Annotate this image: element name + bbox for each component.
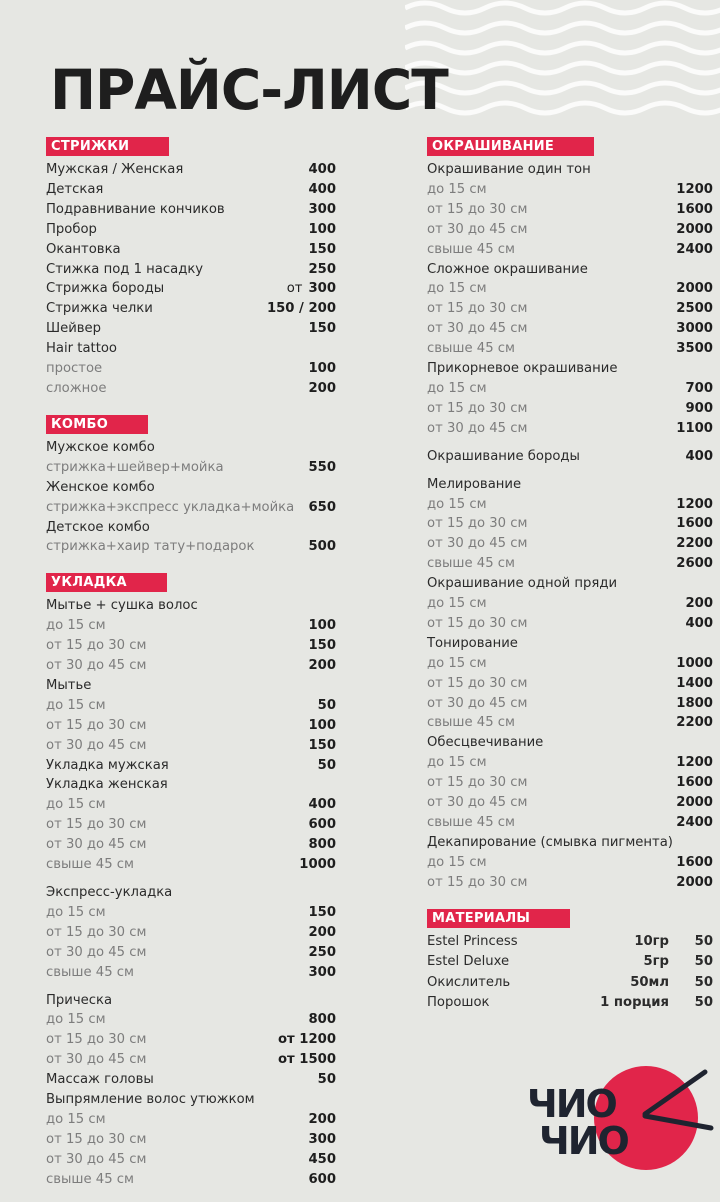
price-row bbox=[46, 716, 336, 736]
logo-line-1: ЧИО bbox=[527, 1082, 616, 1126]
option-name: от 30 до 45 см bbox=[46, 658, 147, 674]
price-row bbox=[427, 594, 713, 614]
option-name: свыше 45 см bbox=[427, 341, 515, 357]
group-heading: Декапирование (смывка пигмента) bbox=[427, 834, 673, 850]
material-qty: 10гр bbox=[634, 933, 669, 949]
group-heading: Тонирование bbox=[427, 635, 518, 651]
service-price: 150 bbox=[308, 241, 336, 257]
service-price bbox=[287, 279, 336, 299]
option-name: от 15 до 30 см bbox=[46, 1131, 147, 1147]
group-heading: Прикорневое окрашивание bbox=[427, 361, 618, 377]
price-row bbox=[427, 753, 713, 773]
material-price: 50 bbox=[694, 933, 713, 949]
option-price: 200 bbox=[308, 1111, 336, 1127]
option-name: от 30 до 45 см bbox=[427, 321, 528, 337]
combo-desc: стрижка+экспресс укладка+мойка bbox=[46, 499, 295, 515]
option-price: 150 bbox=[308, 737, 336, 753]
service-price: 100 bbox=[308, 221, 336, 237]
price-row bbox=[46, 963, 336, 983]
group-heading: Мытье bbox=[46, 677, 92, 693]
combo-name: Женское комбо bbox=[46, 479, 155, 495]
section-tag-materialy: МАТЕРИАЛЫ bbox=[427, 909, 570, 928]
section-tag-okrashivanie: ОКРАШИВАНИЕ bbox=[427, 137, 594, 156]
option-price: от 1500 bbox=[278, 1052, 336, 1068]
option-name: от 30 до 45 см bbox=[46, 1151, 147, 1167]
option-price: 2200 bbox=[676, 536, 713, 552]
service-price: 300 bbox=[308, 201, 336, 217]
option-price: 250 bbox=[308, 944, 336, 960]
option-name: сложное bbox=[46, 380, 107, 396]
option-price: 100 bbox=[308, 618, 336, 634]
section-tag-kombo: КОМБО bbox=[46, 415, 148, 434]
price-row bbox=[46, 180, 336, 200]
price-row bbox=[427, 495, 713, 515]
wave-pattern bbox=[405, 0, 720, 120]
service-price: 400 bbox=[308, 181, 336, 197]
option-name: до 15 см bbox=[46, 904, 106, 920]
option-name: свыше 45 см bbox=[427, 241, 515, 257]
option-name: от 15 до 30 см bbox=[427, 874, 528, 890]
option-name: от 30 до 45 см bbox=[427, 795, 528, 811]
option-price: 1600 bbox=[676, 516, 713, 532]
option-price: 1100 bbox=[676, 420, 713, 436]
price-row bbox=[427, 674, 713, 694]
service-name: Шейвер bbox=[46, 321, 102, 337]
option-name: от 30 до 45 см bbox=[46, 1052, 147, 1068]
price-row bbox=[46, 498, 336, 518]
service-price: 150 bbox=[308, 321, 336, 337]
combo-price: 650 bbox=[308, 499, 336, 515]
service-name: Стрижка челки bbox=[46, 301, 153, 317]
price-row bbox=[46, 537, 336, 557]
option-name: свыше 45 см bbox=[427, 715, 515, 731]
service-name: Стижка под 1 насадку bbox=[46, 261, 204, 277]
price-row bbox=[427, 299, 713, 319]
price-row bbox=[46, 1070, 336, 1090]
option-price: 2500 bbox=[676, 301, 713, 317]
group-heading: Выпрямление волос утюжком bbox=[46, 1092, 255, 1108]
service-name: Подравнивание кончиков bbox=[46, 201, 225, 217]
page-title: ПРАЙС-ЛИСТ bbox=[50, 58, 448, 122]
option-name: до 15 см bbox=[427, 655, 487, 671]
price-row bbox=[46, 756, 336, 776]
option-price: 1600 bbox=[676, 201, 713, 217]
option-name: до 15 см bbox=[46, 618, 106, 634]
price-row bbox=[46, 260, 336, 280]
option-name: от 15 до 30 см bbox=[46, 1032, 147, 1048]
option-price: 100 bbox=[308, 361, 336, 377]
option-name: свыше 45 см bbox=[427, 556, 515, 572]
option-name: до 15 см bbox=[46, 1012, 106, 1028]
price-row bbox=[46, 359, 336, 379]
material-qty: 50мл bbox=[630, 974, 669, 990]
section-tag-strizhki: СТРИЖКИ bbox=[46, 137, 169, 156]
price-row bbox=[46, 903, 336, 923]
option-price: 400 bbox=[685, 615, 713, 631]
section-tag-ukladka: УКЛАДКА bbox=[46, 573, 167, 592]
option-price: 2000 bbox=[676, 281, 713, 297]
option-price: 300 bbox=[308, 1131, 336, 1147]
price-row bbox=[427, 399, 713, 419]
option-price: 50 bbox=[317, 697, 336, 713]
option-price: 600 bbox=[308, 1171, 336, 1187]
price-row bbox=[427, 379, 713, 399]
material-name: Estel Princess bbox=[427, 933, 518, 949]
option-name: до 15 см bbox=[427, 380, 487, 396]
option-price: 1000 bbox=[676, 655, 713, 671]
material-qty: 1 порция bbox=[600, 995, 669, 1011]
option-price: 150 bbox=[308, 904, 336, 920]
option-name: от 15 до 30 см bbox=[427, 675, 528, 691]
service-name: Окрашивание бороды bbox=[427, 448, 580, 464]
service-name: Детская bbox=[46, 181, 104, 197]
option-name: от 15 до 30 см bbox=[427, 201, 528, 217]
price-row bbox=[427, 514, 713, 534]
option-name: от 15 до 30 см bbox=[427, 301, 528, 317]
price-prefix: от bbox=[286, 281, 303, 297]
price-row bbox=[46, 279, 336, 299]
price-row bbox=[46, 458, 336, 478]
option-price: 1400 bbox=[676, 675, 713, 691]
price-row bbox=[46, 200, 336, 220]
price-value: 300 bbox=[308, 281, 336, 297]
material-name: Окислитель bbox=[427, 974, 511, 990]
price-row bbox=[46, 1010, 336, 1030]
option-name: от 15 до 30 см bbox=[427, 400, 528, 416]
option-name: до 15 см bbox=[46, 697, 106, 713]
option-price: 100 bbox=[308, 717, 336, 733]
option-name: до 15 см bbox=[427, 496, 487, 512]
price-row bbox=[46, 656, 336, 676]
group-heading: Hair tattoo bbox=[46, 341, 118, 357]
price-row bbox=[46, 696, 336, 716]
option-name: свыше 45 см bbox=[46, 857, 134, 873]
option-name: от 30 до 45 см bbox=[46, 837, 147, 853]
material-name: Порошок bbox=[427, 995, 490, 1011]
option-price: 600 bbox=[308, 817, 336, 833]
material-price: 50 bbox=[694, 974, 713, 990]
right-column bbox=[427, 135, 713, 1014]
option-price: 1000 bbox=[299, 857, 336, 873]
option-name: до 15 см bbox=[427, 755, 487, 771]
price-row bbox=[46, 1170, 336, 1190]
service-name: Окантовка bbox=[46, 241, 121, 257]
price-row bbox=[46, 636, 336, 656]
option-name: свыше 45 см bbox=[46, 964, 134, 980]
material-row bbox=[427, 993, 713, 1014]
option-price: 200 bbox=[308, 658, 336, 674]
price-row bbox=[46, 815, 336, 835]
material-row bbox=[427, 932, 713, 953]
combo-name: Мужское комбо bbox=[46, 439, 155, 455]
option-name: от 15 до 30 см bbox=[46, 717, 147, 733]
price-row bbox=[427, 793, 713, 813]
option-name: свыше 45 см bbox=[427, 815, 515, 830]
option-price: 450 bbox=[308, 1151, 336, 1167]
option-name: от 30 до 45 см bbox=[427, 221, 528, 237]
combo-price: 550 bbox=[308, 459, 336, 475]
option-name: от 30 до 45 см bbox=[427, 536, 528, 552]
option-price: 2200 bbox=[676, 715, 713, 731]
material-row bbox=[427, 952, 713, 973]
option-name: от 30 до 45 см bbox=[427, 420, 528, 436]
group-heading: Экспресс-укладка bbox=[46, 885, 173, 900]
material-row bbox=[427, 973, 713, 994]
option-price: 1200 bbox=[676, 755, 713, 771]
service-price: 400 bbox=[685, 448, 713, 464]
material-name: Estel Deluxe bbox=[427, 954, 510, 970]
price-row bbox=[427, 853, 713, 873]
price-row bbox=[427, 319, 713, 339]
option-name: от 30 до 45 см bbox=[46, 737, 147, 753]
option-price: 700 bbox=[685, 380, 713, 396]
price-row bbox=[46, 1030, 336, 1050]
option-price: 1600 bbox=[676, 854, 713, 870]
option-name: до 15 см bbox=[427, 281, 487, 297]
service-name: Укладка мужская bbox=[46, 757, 169, 773]
option-name: от 15 до 30 см bbox=[427, 615, 528, 631]
price-row bbox=[46, 299, 336, 319]
price-row bbox=[46, 379, 336, 399]
option-name: до 15 см bbox=[427, 596, 487, 612]
option-name: до 15 см bbox=[46, 1111, 106, 1127]
option-price: 800 bbox=[308, 837, 336, 853]
option-name: до 15 см bbox=[46, 797, 106, 813]
group-heading: Сложное окрашивание bbox=[427, 261, 588, 277]
option-price: от 1200 bbox=[278, 1032, 336, 1048]
price-row bbox=[46, 1150, 336, 1170]
left-column bbox=[46, 135, 336, 1190]
price-row bbox=[427, 200, 713, 220]
price-row bbox=[46, 220, 336, 240]
price-row bbox=[427, 339, 713, 359]
price-row bbox=[427, 534, 713, 554]
option-name: свыше 45 см bbox=[46, 1171, 134, 1187]
option-name: от 15 до 30 см bbox=[427, 516, 528, 532]
option-price: 1200 bbox=[676, 496, 713, 512]
option-price: 2000 bbox=[676, 795, 713, 811]
price-row bbox=[46, 1130, 336, 1150]
option-name: от 15 до 30 см bbox=[46, 817, 147, 833]
option-price: 1600 bbox=[676, 775, 713, 791]
price-row bbox=[427, 614, 713, 634]
price-row bbox=[46, 943, 336, 963]
price-row bbox=[427, 240, 713, 260]
option-price: 150 bbox=[308, 638, 336, 654]
combo-name: Детское комбо bbox=[46, 519, 150, 535]
option-name: от 15 до 30 см bbox=[46, 924, 147, 940]
service-price: 50 bbox=[317, 757, 336, 773]
combo-desc: стрижка+шейвер+мойка bbox=[46, 459, 224, 475]
option-price: 200 bbox=[308, 380, 336, 396]
option-name: до 15 см bbox=[427, 854, 487, 870]
option-price: 300 bbox=[308, 964, 336, 980]
combo-price: 500 bbox=[308, 539, 336, 555]
price-row bbox=[46, 923, 336, 943]
price-row bbox=[46, 616, 336, 636]
option-name: от 15 до 30 см bbox=[46, 638, 147, 654]
option-price: 3500 bbox=[676, 341, 713, 357]
price-row bbox=[427, 873, 713, 893]
service-name: Мужская / Женская bbox=[46, 162, 184, 177]
material-price: 50 bbox=[694, 954, 713, 970]
group-heading: Прическа bbox=[46, 992, 113, 1008]
combo-desc: стрижка+хаир тату+подарок bbox=[46, 539, 255, 555]
option-name: от 30 до 45 см bbox=[427, 695, 528, 711]
option-price: 200 bbox=[308, 924, 336, 940]
price-row bbox=[46, 835, 336, 855]
group-heading: Мелирование bbox=[427, 476, 522, 492]
service-name: Стрижка бороды bbox=[46, 281, 165, 297]
price-row bbox=[427, 419, 713, 439]
price-row bbox=[46, 1050, 336, 1070]
service-price: 250 bbox=[308, 261, 336, 277]
price-row bbox=[427, 220, 713, 240]
service-price: 50 bbox=[317, 1072, 336, 1088]
price-row bbox=[427, 713, 713, 733]
option-name: до 15 см bbox=[427, 181, 487, 197]
option-price: 200 bbox=[685, 596, 713, 612]
price-row bbox=[46, 1110, 336, 1130]
logo-text bbox=[527, 1082, 628, 1163]
option-price: 3000 bbox=[676, 321, 713, 337]
logo-line-2: ЧИО bbox=[539, 1119, 628, 1163]
price-row bbox=[427, 694, 713, 714]
group-heading: Окрашивание одной пряди bbox=[427, 576, 618, 592]
option-name: от 30 до 45 см bbox=[46, 944, 147, 960]
option-name: от 15 до 30 см bbox=[427, 775, 528, 791]
price-row bbox=[427, 180, 713, 200]
material-price: 50 bbox=[694, 995, 713, 1011]
price-row bbox=[46, 736, 336, 756]
price-row bbox=[427, 654, 713, 674]
group-heading: Укладка женская bbox=[46, 777, 168, 793]
option-price: 2000 bbox=[676, 874, 713, 890]
service-price: 400 bbox=[308, 162, 336, 177]
option-price: 1200 bbox=[676, 181, 713, 197]
material-qty: 5гр bbox=[643, 954, 669, 970]
option-price: 2000 bbox=[676, 221, 713, 237]
price-row bbox=[427, 813, 713, 833]
option-price: 900 bbox=[685, 400, 713, 416]
price-row bbox=[46, 240, 336, 260]
option-price: 400 bbox=[308, 797, 336, 813]
price-row bbox=[427, 554, 713, 574]
price-row bbox=[46, 855, 336, 875]
option-name: простое bbox=[46, 361, 103, 377]
option-price: 2400 bbox=[676, 815, 713, 830]
price-row bbox=[427, 279, 713, 299]
price-row bbox=[427, 447, 713, 467]
group-heading: Обесцвечивание bbox=[427, 735, 544, 751]
group-heading: Окрашивание один тон bbox=[427, 162, 591, 177]
option-price: 800 bbox=[308, 1012, 336, 1028]
service-price: 150 / 200 bbox=[266, 301, 336, 317]
option-price: 2600 bbox=[676, 556, 713, 572]
price-row bbox=[427, 773, 713, 793]
group-heading: Мытье + сушка волос bbox=[46, 598, 198, 614]
price-row bbox=[46, 795, 336, 815]
service-name: Массаж головы bbox=[46, 1072, 154, 1088]
price-row bbox=[46, 319, 336, 339]
option-price: 2400 bbox=[676, 241, 713, 257]
price-row bbox=[46, 160, 336, 180]
service-name: Пробор bbox=[46, 221, 97, 237]
option-price: 1800 bbox=[676, 695, 713, 711]
